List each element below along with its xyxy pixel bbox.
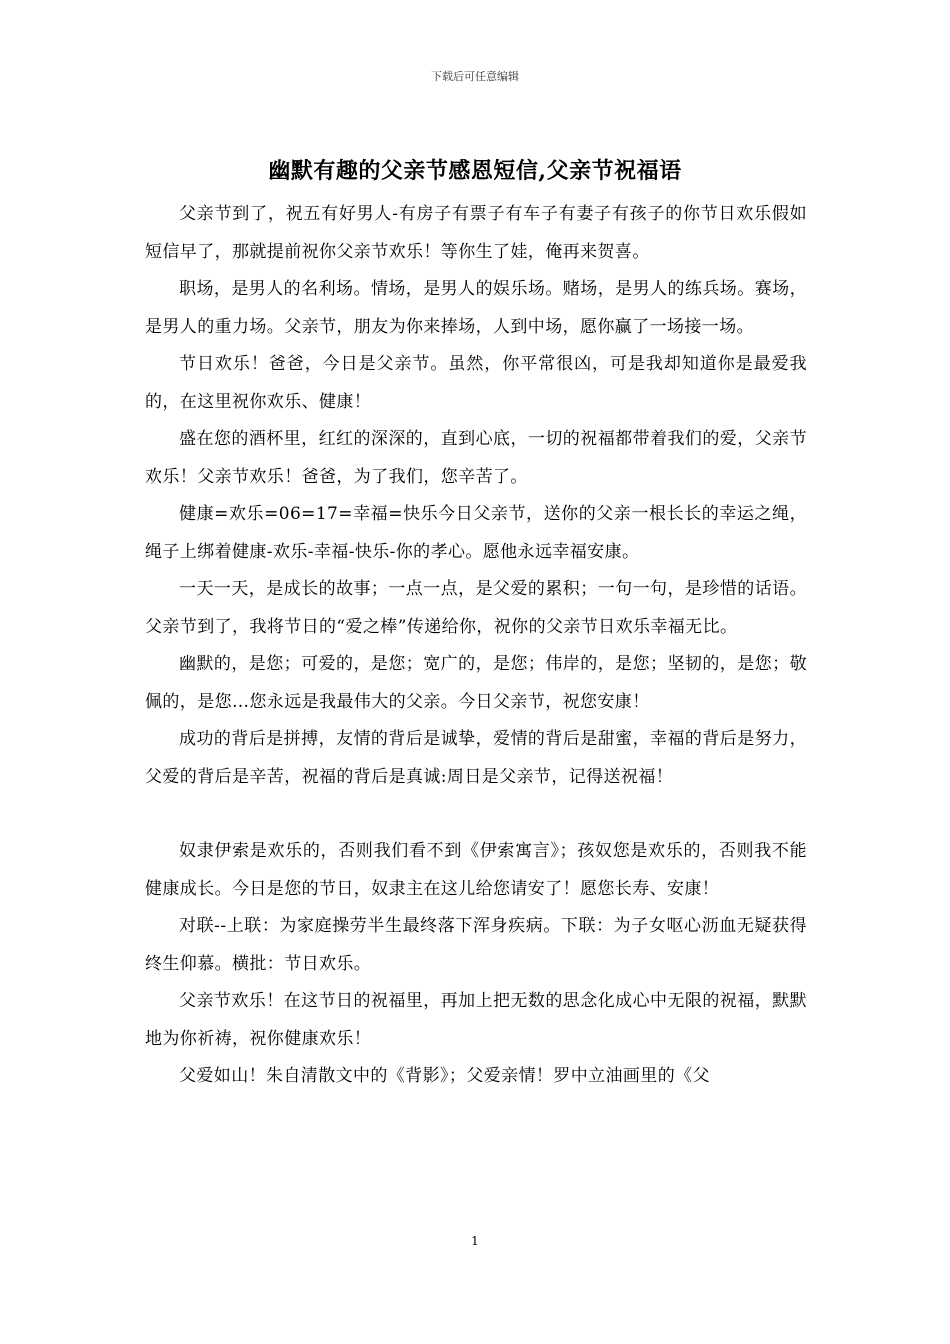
paragraph: 健康=欢乐=06=17=幸福=快乐今日父亲节，送你的父亲一根长长的幸运之绳，绳子上绑着健康-欢乐-幸福-快乐-你的孝心。愿他永远幸福安康。: [145, 504, 807, 562]
page-header-note: 下载后可任意编辑: [431, 70, 519, 83]
document-title: 幽默有趣的父亲节感恩短信,父亲节祝福语: [268, 158, 682, 184]
paragraph: 节日欢乐！爸爸，今日是父亲节。虽然，你平常很凶，可是我却知道你是最爱我的，在这里祝你欢乐、健康！: [145, 354, 807, 412]
paragraph: 幽默的，是您；可爱的，是您；宽广的，是您；伟岸的，是您；坚韧的，是您；敬佩的，是您…您永远是我最伟大的父亲。今日父亲节，祝您安康！: [145, 654, 807, 712]
page-number: 1: [471, 1234, 479, 1248]
paragraph: 父亲节到了，祝五有好男人-有房子有票子有车子有妻子有孩子的你节日欢乐假如短信早了，那就提前祝你父亲节欢乐！等你生了娃，俺再来贺喜。: [145, 204, 807, 262]
paragraph: 父爱如山！朱自清散文中的《背影》；父爱亲情！罗中立油画里的《父: [179, 1066, 710, 1086]
paragraph: 成功的背后是拼搏，友情的背后是诚挚，爱情的背后是甜蜜，幸福的背后是努力，父爱的背后是辛苦，祝福的背后是真诚:周日是父亲节，记得送祝福！: [145, 729, 807, 787]
paragraph: 盛在您的酒杯里，红红的深深的，直到心底，一切的祝福都带着我们的爱，父亲节欢乐！父亲节欢乐！爸爸，为了我们，您辛苦了。: [145, 429, 807, 487]
paragraph: 奴隶伊索是欢乐的，否则我们看不到《伊索寓言》；孩奴您是欢乐的，否则我不能健康成长。今日是您的节日，奴隶主在这儿给您请安了！愿您长寿、安康！: [145, 841, 807, 899]
paragraph: 一天一天，是成长的故事；一点一点，是父爱的累积；一句一句，是珍惜的话语。父亲节到了，我将节日的“爱之棒”传递给你，祝你的父亲节日欢乐幸福无比。: [145, 579, 807, 637]
paragraph: 父亲节欢乐！在这节日的祝福里，再加上把无数的思念化成心中无限的祝福，默默地为你祈祷，祝你健康欢乐！: [145, 991, 807, 1049]
document-body: [145, 196, 807, 1096]
paragraph: 职场，是男人的名利场。情场，是男人的娱乐场。赌场，是男人的练兵场。赛场，是男人的重力场。父亲节，朋友为你来捧场，人到中场，愿你赢了一场接一场。: [145, 279, 807, 337]
paragraph: 对联--上联：为家庭操劳半生最终落下浑身疾病。下联：为子女呕心沥血无疑获得终生仰慕。横批：节日欢乐。: [145, 916, 807, 974]
